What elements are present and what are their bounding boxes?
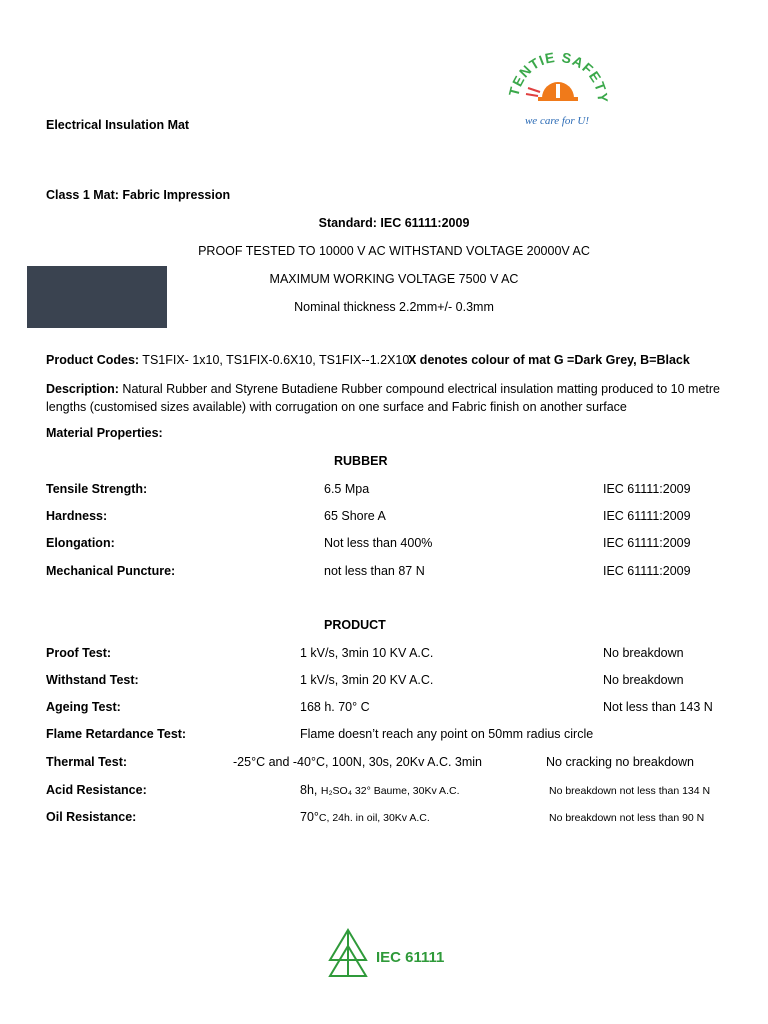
product-heading: PRODUCT — [324, 618, 386, 632]
product-row-value-detail: H₂SO₄ 32° Baume, 30Kv A.C. — [320, 785, 460, 797]
product-row-value: -25°C and -40°C, 100N, 30s, 20Kv A.C. 3min — [233, 755, 483, 769]
page-title: Electrical Insulation Mat — [46, 118, 190, 132]
material-properties-heading: Material Properties: — [46, 426, 163, 440]
product-row-label: Flame Retardance Test: — [46, 727, 187, 741]
product-row-value-detail: C, 24h. in oil, 30Kv A.C. — [318, 812, 430, 824]
description — [46, 380, 726, 416]
logo-tagline: we care for U! — [524, 115, 590, 127]
product-row-label: Ageing Test: — [46, 700, 121, 714]
product-row-label: Acid Resistance: — [46, 783, 147, 797]
product-row-value: Flame doesn’t reach any point on 50mm radius circle — [300, 727, 594, 741]
tentie-safety-logo — [500, 40, 615, 135]
product-row-value — [300, 810, 430, 824]
class-title: Class 1 Mat: Fabric Impression — [46, 188, 231, 202]
product-row-result: No breakdown not less than 134 N — [549, 785, 711, 797]
product-row-label: Proof Test: — [46, 646, 112, 660]
product-codes-note: X denotes colour of mat G =Dark Grey, B=Black — [408, 353, 690, 367]
product-row-result: No breakdown not less than 90 N — [549, 812, 705, 824]
product-row-value: 1 kV/s, 3min 20 KV A.C. — [300, 673, 434, 687]
mat-color-swatch — [27, 266, 167, 328]
rubber-row-standard: IEC 61111:2009 — [603, 509, 691, 523]
rubber-row-label: Tensile Strength: — [46, 482, 148, 496]
thickness-line: Nominal thickness 2.2mm+/- 0.3mm — [294, 300, 494, 314]
iec-61111-logo — [326, 926, 456, 980]
product-row-result: Not less than 143 N — [603, 700, 713, 714]
rubber-row-label: Mechanical Puncture: — [46, 564, 176, 578]
product-row-value: 168 h. 70° C — [300, 700, 370, 714]
logo-brand-text: TENTIE SAFETY — [505, 48, 612, 104]
rubber-row-standard: IEC 61111:2009 — [603, 536, 691, 550]
rubber-row-label: Elongation: — [46, 536, 115, 550]
proof-line: PROOF TESTED TO 10000 V AC WITHSTAND VOLTAGE 20000V AC — [198, 244, 590, 258]
description-text: Natural Rubber and Styrene Butadiene Rubber compound electrical insulation matting produced to 10 metre lengths (customised sizes available) with corrugation on one surface and Fabric finish on another surface — [46, 382, 720, 414]
rubber-row-standard: IEC 61111:2009 — [603, 482, 691, 496]
rubber-row-value: Not less than 400% — [324, 536, 433, 550]
rubber-row-value: 6.5 Mpa — [324, 482, 370, 496]
description-label: Description: — [46, 382, 119, 396]
standard-line: Standard: IEC 61111:2009 — [318, 216, 470, 230]
rubber-row-standard: IEC 61111:2009 — [603, 564, 691, 578]
product-row-label: Withstand Test: — [46, 673, 139, 687]
rubber-heading: RUBBER — [334, 454, 388, 468]
product-row-result: No breakdown — [603, 673, 684, 687]
product-row-value — [300, 783, 459, 797]
product-row-value: 1 kV/s, 3min 10 KV A.C. — [300, 646, 434, 660]
product-row-result: No cracking no breakdown — [546, 755, 694, 769]
product-row-label: Oil Resistance: — [46, 810, 137, 824]
product-codes-label: Product Codes: — [46, 353, 140, 367]
product-row-result: No breakdown — [603, 646, 684, 660]
product-row-value-main: 70° — [300, 810, 319, 824]
rubber-row-value: not less than 87 N — [324, 564, 425, 578]
max-voltage-line: MAXIMUM WORKING VOLTAGE 7500 V AC — [269, 272, 519, 286]
product-codes-value: TS1FIX- 1x10, TS1FIX-0.6X10, TS1FIX--1.2X10 — [139, 353, 410, 367]
iec-logo-text: IEC 61111 — [376, 949, 445, 966]
rubber-row-value: 65 Shore A — [324, 509, 386, 523]
product-codes — [46, 353, 409, 367]
rubber-row-label: Hardness: — [46, 509, 108, 523]
product-row-label: Thermal Test: — [46, 755, 128, 769]
product-row-value-main: 8h, — [300, 783, 321, 797]
